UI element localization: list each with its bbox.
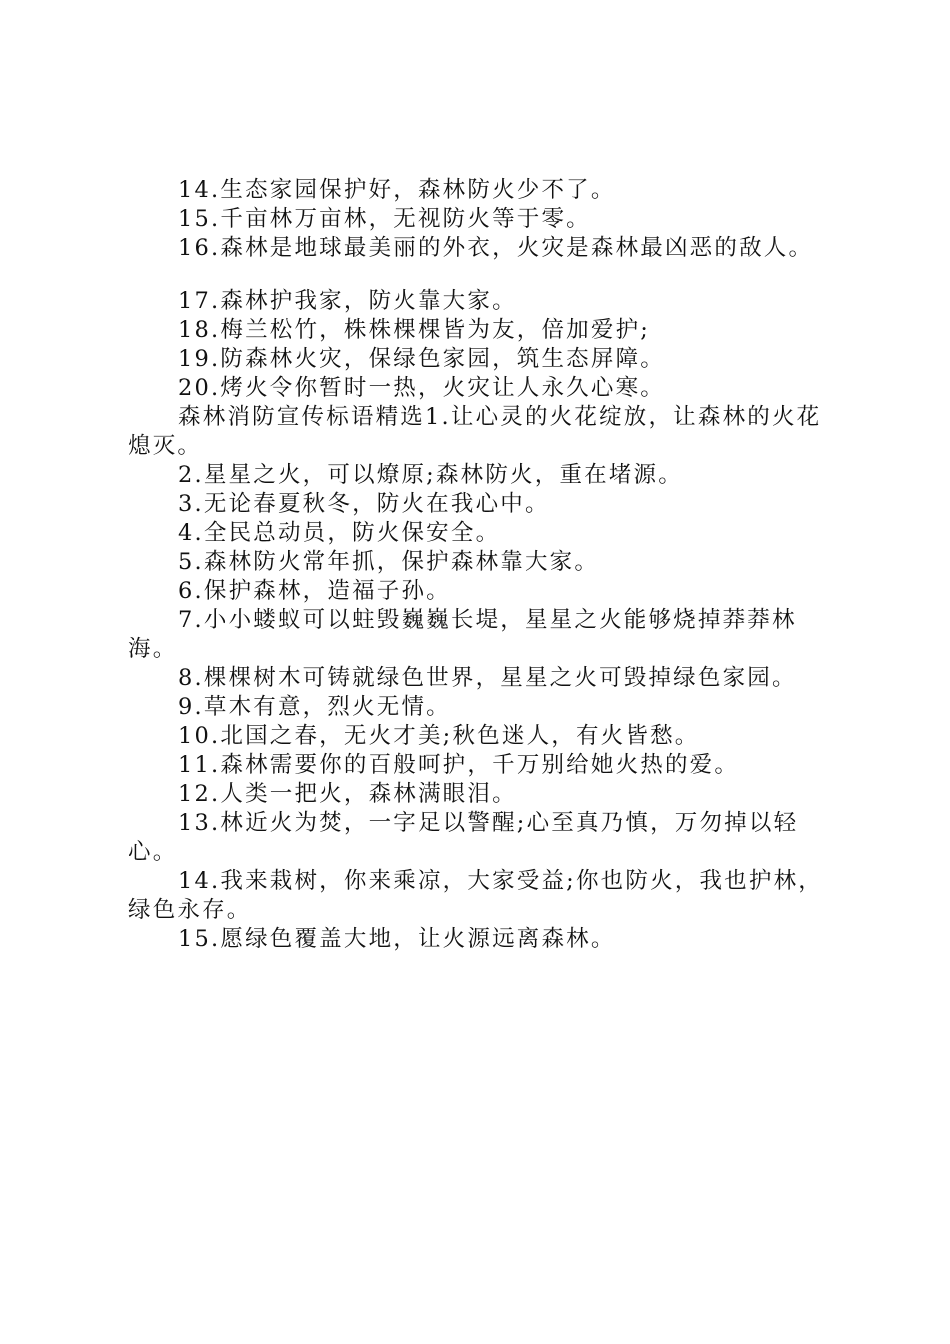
document-body <box>128 176 836 954</box>
slogan-paragraph: 17.森林护我家，防火靠大家。 <box>178 288 517 314</box>
slogan-paragraph: 15.愿绿色覆盖大地，让火源远离森林。 <box>178 926 616 952</box>
slogan-paragraph: 7.小小蝼蚁可以蛀毁巍巍长堤，星星之火能够烧掉莽莽林海。 <box>128 607 797 662</box>
slogan-paragraph: 10.北国之春，无火才美;秋色迷人，有火皆愁。 <box>178 723 700 749</box>
slogan-paragraph: 4.全民总动员，防火保安全。 <box>178 520 501 546</box>
slogan-paragraph: 20.烤火令你暂时一热，火灾让人永久心寒。 <box>178 375 665 401</box>
slogan-paragraph: 18.梅兰松竹，株株棵棵皆为友，倍加爱护; <box>178 317 651 343</box>
slogan-paragraph: 2.星星之火，可以燎原;森林防火，重在堵源。 <box>178 462 683 488</box>
slogan-paragraph: 11.森林需要你的百般呵护，千万别给她火热的爱。 <box>178 752 740 778</box>
slogan-paragraph: 19.防森林火灾，保绿色家园，筑生态屏障。 <box>178 346 665 372</box>
slogan-paragraph: 14.生态家园保护好，森林防火少不了。 <box>178 177 616 203</box>
paragraph-spacer <box>128 263 836 287</box>
slogan-paragraph: 5.森林防火常年抓，保护森林靠大家。 <box>178 549 600 575</box>
slogan-paragraph: 6.保护森林，造福子孙。 <box>178 578 451 604</box>
slogan-paragraph: 12.人类一把火，森林满眼泪。 <box>178 781 517 807</box>
slogan-paragraph: 15.千亩林万亩林，无视防火等于零。 <box>178 206 591 232</box>
slogan-paragraph: 3.无论春夏秋冬，防火在我心中。 <box>178 491 550 517</box>
slogan-paragraph: 16.森林是地球最美丽的外衣，火灾是森林最凶恶的敌人。 <box>178 235 814 261</box>
section-heading-paragraph: 森林消防宣传标语精选1.让心灵的火花绽放，让森林的火花熄灭。 <box>128 404 822 459</box>
slogan-paragraph: 13.林近火为焚，一字足以警醒;心至真乃慎，万勿掉以轻心。 <box>128 810 799 865</box>
slogan-paragraph: 9.草木有意，烈火无情。 <box>178 694 451 720</box>
slogan-paragraph: 14.我来栽树，你来乘凉，大家受益;你也防火，我也护林，绿色永存。 <box>128 868 823 923</box>
slogan-paragraph: 8.棵棵树木可铸就绿色世界，星星之火可毁掉绿色家园。 <box>178 665 797 691</box>
